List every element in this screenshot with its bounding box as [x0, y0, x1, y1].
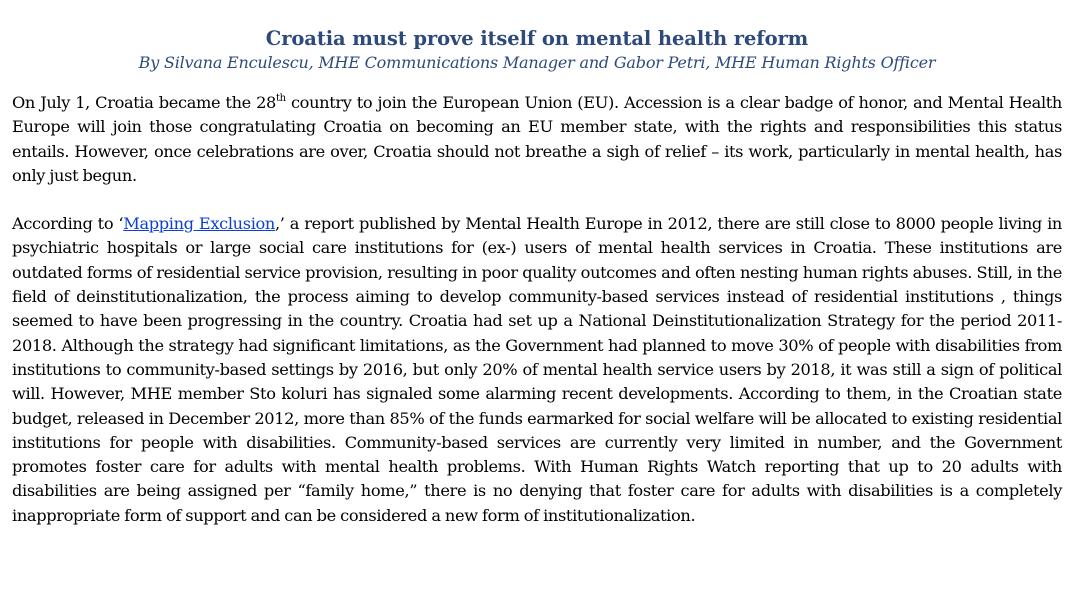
paragraph-accession-text-start: On July 1, Croatia became the 28	[12, 93, 276, 112]
article-title: Croatia must prove itself on mental health reform	[265, 27, 809, 50]
mapping-exclusion-link[interactable]: Mapping Exclusion	[123, 214, 275, 234]
paragraph-mapping-text-start: According to ‘	[12, 214, 124, 234]
paragraph-mapping-text-end: ,’ a report published by Mental Health Europe in 2012, there are still close to 8000 people living in psychiatric hospitals or large social care institutions for (ex-) users of mental health services in Croatia. These institutions are outdated forms of residential service provision, resulting in poor quality outcomes and often nesting human rights abuses. Still, in the field of deinstitutionalization, the process aiming to develop community-based services instead of residential institutions , things seemed to have been progressing in the country. Croatia had set up a National Deinstitutionalization Strategy for the period 2011-2018. Although the strategy had significant limitations, as the Government had planned to move 30% of people with disabilities from institutions to community-based settings by 2016, but only 20% of mental health service users by 2018, it was still a sign of political will. However, MHE member Sto koluri has signaled some alarming recent developments. According to them, in the Croatian state budget, released in December 2012, more than 85% of the funds earmarked for social welfare will be allocated to existing residential institutions for people with disabilities. Community-based services are currently very limited in number, and the Government promotes foster care for adults with mental health problems. With Human Rights Watch reporting that up to 20 adults with disabilities are being assigned per “family home,” there is no denying that foster care for adults with disabilities is a completely inappropriate form of support and can be considered a new form of institutionalization.	[12, 214, 1062, 525]
paragraph-accession-text-end: country to join the European Union (EU). Accession is a clear badge of honor, and Mental Health Europe will join those congratulating Croatia on becoming an EU member state, with the rights and responsibilities this status entails. However, once celebrations are over, Croatia should not breathe a sigh of relief – its work, particularly in mental health, has only just begun.	[12, 93, 1063, 185]
ordinal-suffix: th	[276, 92, 286, 104]
paragraph-accession	[12, 91, 1062, 188]
paragraph-mapping-exclusion	[12, 212, 1062, 528]
article-byline: By Silvana Enculescu, MHE Communications Manager and Gabor Petri, MHE Human Rights Officer	[138, 53, 936, 72]
